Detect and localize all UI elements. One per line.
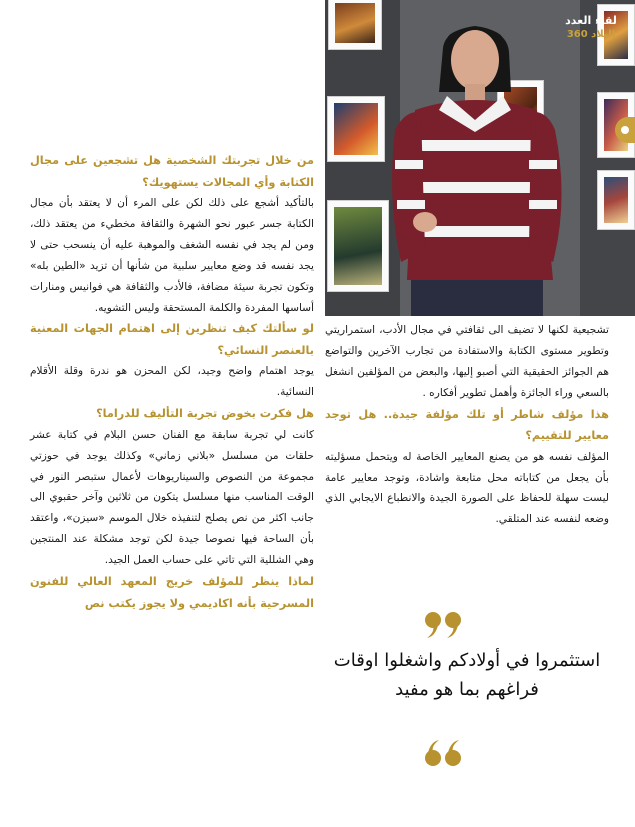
answer-paragraph: المؤلف نفسه هو من يصنع المعايير الخاصة له ويتحمل مسؤليته بأن يجعل من كتاباته محل متابعة واشادة، وتوجد معايير عامة ليست سهلة للحفاظ على الصورة الجيدة والانطباع الايجابي الذي وضعه لنفسه عند المتلقي. <box>325 450 609 526</box>
section-badge <box>547 14 635 50</box>
quote-open-icon <box>423 610 463 640</box>
question-heading: هل فكرت بخوض تجربة التأليف للدراما؟ <box>96 407 314 421</box>
section-title: لقاء العدد <box>565 14 617 27</box>
article-photo <box>325 0 635 316</box>
question-heading: لماذا ينظر للمؤلف خريج المعهد العالي للفنون المسرحية بأنه اكاديمي ولا يجوز يكتب نص <box>30 575 314 610</box>
pull-quote-text: استثمروا في أولادكم واشغلوا اوقات فراغهم بما هو مفيد <box>333 650 601 700</box>
pull-quote <box>325 610 609 770</box>
left-column <box>30 150 314 614</box>
right-column <box>325 320 609 530</box>
question-heading: هذا مؤلف شاطر أو تلك مؤلفة جيدة.. هل توجد معايير للتقييم؟ <box>325 407 609 443</box>
answer-paragraph: بالتأكيد أشجع على ذلك لكن على المرء أن لا يعتقد بأن مجال الكتابة جسر عبور نحو الشهرة والثقافة مخطيء من يعتقد ذلك، ومن لم يجد في نفسه الشغف والموهبة عليه أن ينسحب حتى لا يجد نفسه قد وضع معايير سلبية من شأنها أن تزيد «الطين بله» وتكون تجربة سيئة مضافة، فالأدب والثقافة هي فوانيس ومنارات أساسها المفردة والكلمة المستحقة وليس التشويه. <box>30 197 314 314</box>
answer-paragraph: تشجيعية لكنها لا تضيف الى ثقافتي في مجال الأدب، استمراريتي وتطوير مستوى الكتابة والاستفادة من تجارب الآخرين والتواضع هم الجوائز الحقيقية التي أصبو إليها، والبعض من المؤلفين انشغل بالسعي وراء الجائزة وأهمل تطوير أفكاره . <box>325 324 609 399</box>
quote-close-icon <box>423 738 463 768</box>
page-marker <box>615 117 635 143</box>
answer-paragraph: كانت لي تجربة سابقة مع الفنان حسن البلام في كتابة عشر حلقات من مسلسل «بلاني زماني» وكذلك يوجد في حوزتي مجموعة من النصوص والسيناريوهات لأعمال ستبصر النور في الوقت المناسب منها مسلسل يتكون من ثلاثين وآخر حقبوي الى جانب اكثر من نص يصلح لتنفيذه خلال الموسم «سيزن»، واعتقد بأن الساحة فيها نصوصا جيدة لكن توجد مشكلة عند المنتجين وهي الشللية التي تاتي على حساب العمل الجيد. <box>30 428 314 567</box>
question-heading: لو سألتك كيف تنظرين إلى اهتمام الجهات المعنية بالعنصر النسائي؟ <box>30 322 314 357</box>
answer-paragraph: يوجد اهتمام واضح وجيد، لكن المحزن هو ندرة وقلة الأقلام النسائية. <box>30 365 314 399</box>
question-heading: من خلال تجربتك الشخصية هل تشجعين على مجال الكتابة وأي المجالات يستهويك؟ <box>30 154 314 189</box>
section-tag: البلاد 360 <box>566 29 616 40</box>
